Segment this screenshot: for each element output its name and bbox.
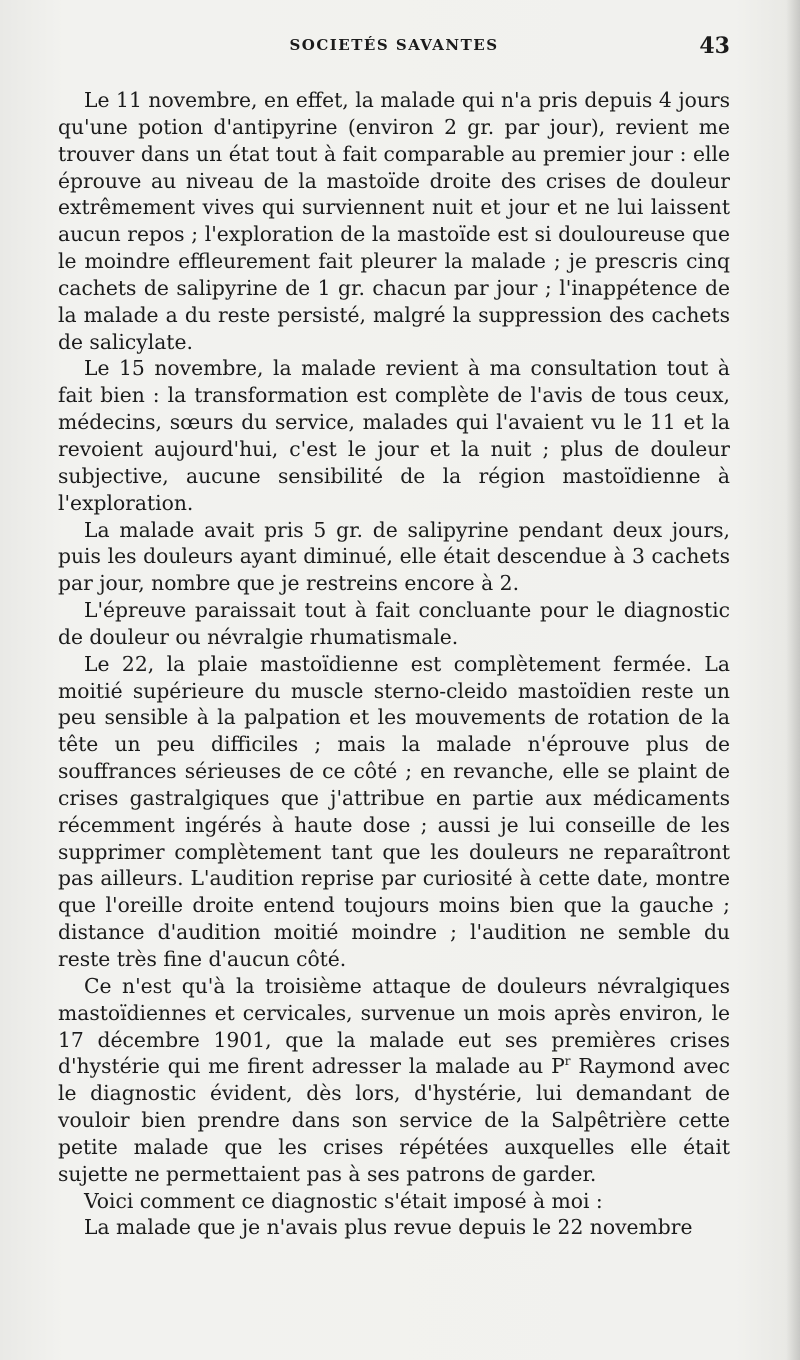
paragraph-8: La malade que je n'avais plus revue depuis le 22 novembre — [84, 1215, 693, 1240]
page-number: 43 — [699, 33, 730, 59]
paragraph-4: L'épreuve paraissait tout à fait concluante pour le diagnostic de douleur ou névralgie rhumatismale. — [58, 598, 730, 649]
paragraph-6-text-after: Raymond avec le diagnostic évident, dès lors, d'hystérie, lui demandant de vouloir bien prendre dans son service de la Salpêtrière cette petite malade que les crises répétées auxquelles elle était sujette ne permettaient pas à ses patrons de garder. — [58, 1054, 730, 1186]
paragraph-7: Voici comment ce diagnostic s'était imposé à moi : — [84, 1188, 603, 1213]
paragraph-1: Le 11 novembre, en effet, la malade qui n'a pris depuis 4 jours qu'une potion d'antipyrine (environ 2 gr. par jour), revient me trouver dans un état tout à fait comparable au premier jour : elle éprouve au niveau de la mastoïde droite des crises de douleur extrêmement vives qui surviennent nuit et jour et ne lui laissent aucun repos ; l'exploration de la mastoïde est si douloureuse que le moindre effleurement fait pleurer la malade ; je prescris cinq cachets de salipyrine de 1 gr. chacun par jour ; l'inappétence de la malade a du reste persisté, malgré la suppression des cachets de salicylate. — [58, 88, 730, 354]
body-text — [58, 87, 730, 1241]
paragraph-6-text-before: Ce n'est qu'à la troisième attaque de douleurs névralgiques mastoïdiennes et cervicales, survenue un mois après environ, le 17 décembre 1901, que la malade eut ses premières crises d'hystérie qui me firent adresser la malade au P — [58, 973, 730, 1079]
paragraph-2: Le 15 novembre, la malade revient à ma consultation tout à fait bien : la transformation est complète de l'avis de tous ceux, médecins, sœurs du service, malades qui l'avaient vu le 11 et la revoient aujourd'hui, c'est le jour et la nuit ; plus de douleur subjective, aucune sensibilité de la région mastoïdienne à l'exploration. — [58, 356, 730, 515]
paragraph-3: La malade avait pris 5 gr. de salipyrine pendant deux jours, puis les douleurs ayant diminué, elle était descendue à 3 cachets par jour, nombre que je restreins encore à 2. — [58, 517, 730, 596]
page-edge-shadow — [786, 0, 800, 1360]
running-head: SOCIETÉS SAVANTES — [289, 36, 499, 54]
page-header — [58, 33, 730, 63]
paragraph-6 — [58, 973, 730, 1188]
paragraph-6-superscript: r — [564, 1054, 571, 1069]
paragraph-5: Le 22, la plaie mastoïdienne est complètement fermée. La moitié supérieure du muscle sterno-cleido mastoïdien reste un peu sensible à la palpation et les mouvements de rotation de la tête un peu difficiles ; mais la malade n'éprouve plus de souffrances sérieuses de ce côté ; en revanche, elle se plaint de crises gastralgiques que j'attribue en partie aux médicaments récemment ingérés à haute dose ; aussi je lui conseille de les supprimer complètement tant que les douleurs ne reparaîtront pas ailleurs. L'audition reprise par curiosité à cette date, montre que l'oreille droite entend toujours moins bien que la gauche ; distance d'audition moitié moindre ; l'audition ne semble du reste très fine d'aucun côté. — [58, 651, 730, 971]
